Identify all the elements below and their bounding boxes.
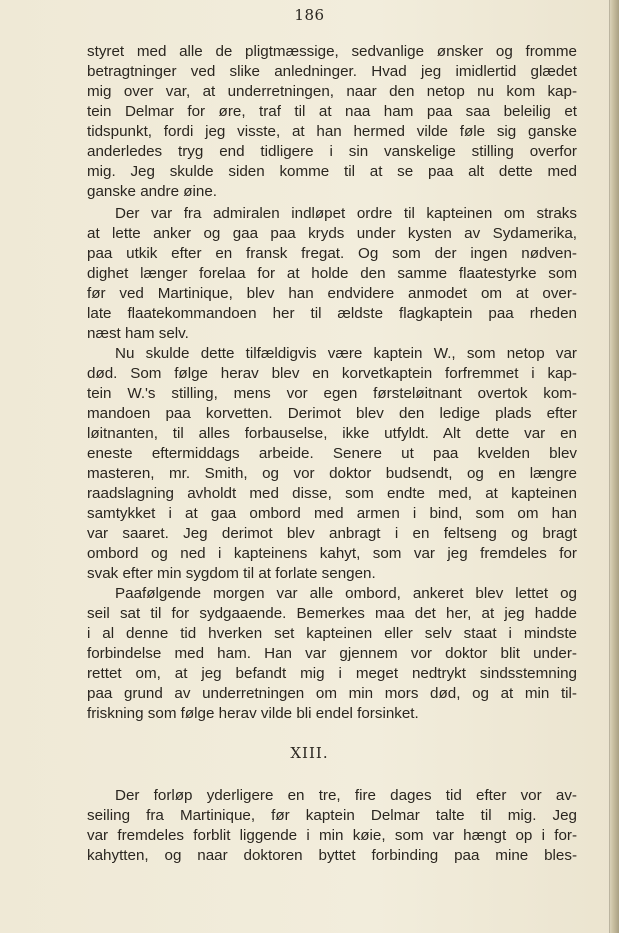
text-line: at lette anker og gaa paa kryds under kysten av Sydamerika, [87,225,577,242]
text-line: Der var fra admiralen indløpet ordre til kapteinen om straks [115,205,577,222]
text-line: styret med alle de pligtmæssige, sedvanlige ønsker og fromme [87,43,577,60]
text-line: paa utkik efter en fransk fregat. Og som der ingen nødven- [87,245,577,262]
text-line: mig. Jeg skulde siden komme til at se paa alt dette med [87,163,577,180]
text-line: paa grund av underretningen om min mors død, og at min til- [87,685,577,702]
text-line: samtykket i at gaa ombord med armen i bind, som om han [87,505,577,522]
book-spine-edge [610,0,619,933]
text-line: mig over var, at underretningen, naar den netop nu kom kap- [87,83,577,100]
text-line: død. Som følge herav blev en korvetkaptein forfremmet i kap- [87,365,577,382]
text-line: ganske andre øine. [87,183,218,200]
text-line: forbindelse med ham. Han var gjennem vor doktor blit under- [87,645,577,662]
text-line: tein W.'s stilling, mens vor egen førsteløitnant overtok kom- [87,385,577,402]
text-line: ombord og ned i kapteinens kahyt, som var jeg fremdeles for [87,545,577,562]
text-line: mandoen paa korvetten. Derimot blev den ledige plads efter [87,405,577,422]
text-line: løitnanten, til alles forbauselse, ikke utfyldt. Alt dette var en [87,425,577,442]
text-line: friskning som følge herav vilde bli endel forsinket. [87,705,419,722]
text-line: før ved Martinique, blev han endvidere anmodet om at over- [87,285,577,302]
text-line: late flaatekommandoen her til ældste flagkaptein paa rheden [87,305,577,322]
text-line: betragtninger ved slike anledninger. Hvad jeg imidlertid glædet [87,63,577,80]
text-line: var saaret. Jeg derimot blev anbragt i en feltseng og bragt [87,525,577,542]
text-line: næst ham selv. [87,325,189,342]
text-line: raadslagning avholdt med disse, som endte med, at kapteinen [87,485,577,502]
text-line: rettet om, at jeg befandt mig i meget nedtrykt sindsstemning [87,665,577,682]
text-line: seil sat til for sydgaaende. Bemerkes maa det her, at jeg hadde [87,605,577,622]
text-line: Nu skulde dette tilfældigvis være kaptein W., som netop var [115,345,577,362]
text-line: i al denne tid hverken set kapteinen eller selv staat i mindste [87,625,577,642]
text-line: eneste eftermiddags arbeide. Senere ut paa kvelden blev [87,445,577,462]
text-line: masteren, mr. Smith, og vor doktor budsendt, og en længre [87,465,577,482]
text-line: tein Delmar for øre, traf til at naa ham paa saa beleilig et [87,103,577,120]
text-line: anderledes tryg end tidligere i sin vanskelige stilling overfor [87,143,577,160]
text-line: tidspunkt, fordi jeg visste, at han hermed vilde føle sig ganske [87,123,577,140]
text-line: kahytten, og naar doktoren byttet forbinding paa mine bles- [87,847,577,864]
text-line: Der forløp yderligere en tre, fire dages tid efter vor av- [115,787,577,804]
text-line: Paafølgende morgen var alle ombord, ankeret blev lettet og [115,585,577,602]
text-line: seiling fra Martinique, før kaptein Delmar talte til mig. Jeg [87,807,577,824]
text-line: svak efter min sygdom til at forlate sengen. [87,565,376,582]
page-number: 186 [294,6,325,24]
text-line: dighet længer forelaa for at holde den samme flaatestyrke som [87,265,577,282]
chapter-heading: XIII. [290,744,329,762]
text-line: var fremdeles forblit liggende i min køie, som var hængt op i for- [87,827,577,844]
